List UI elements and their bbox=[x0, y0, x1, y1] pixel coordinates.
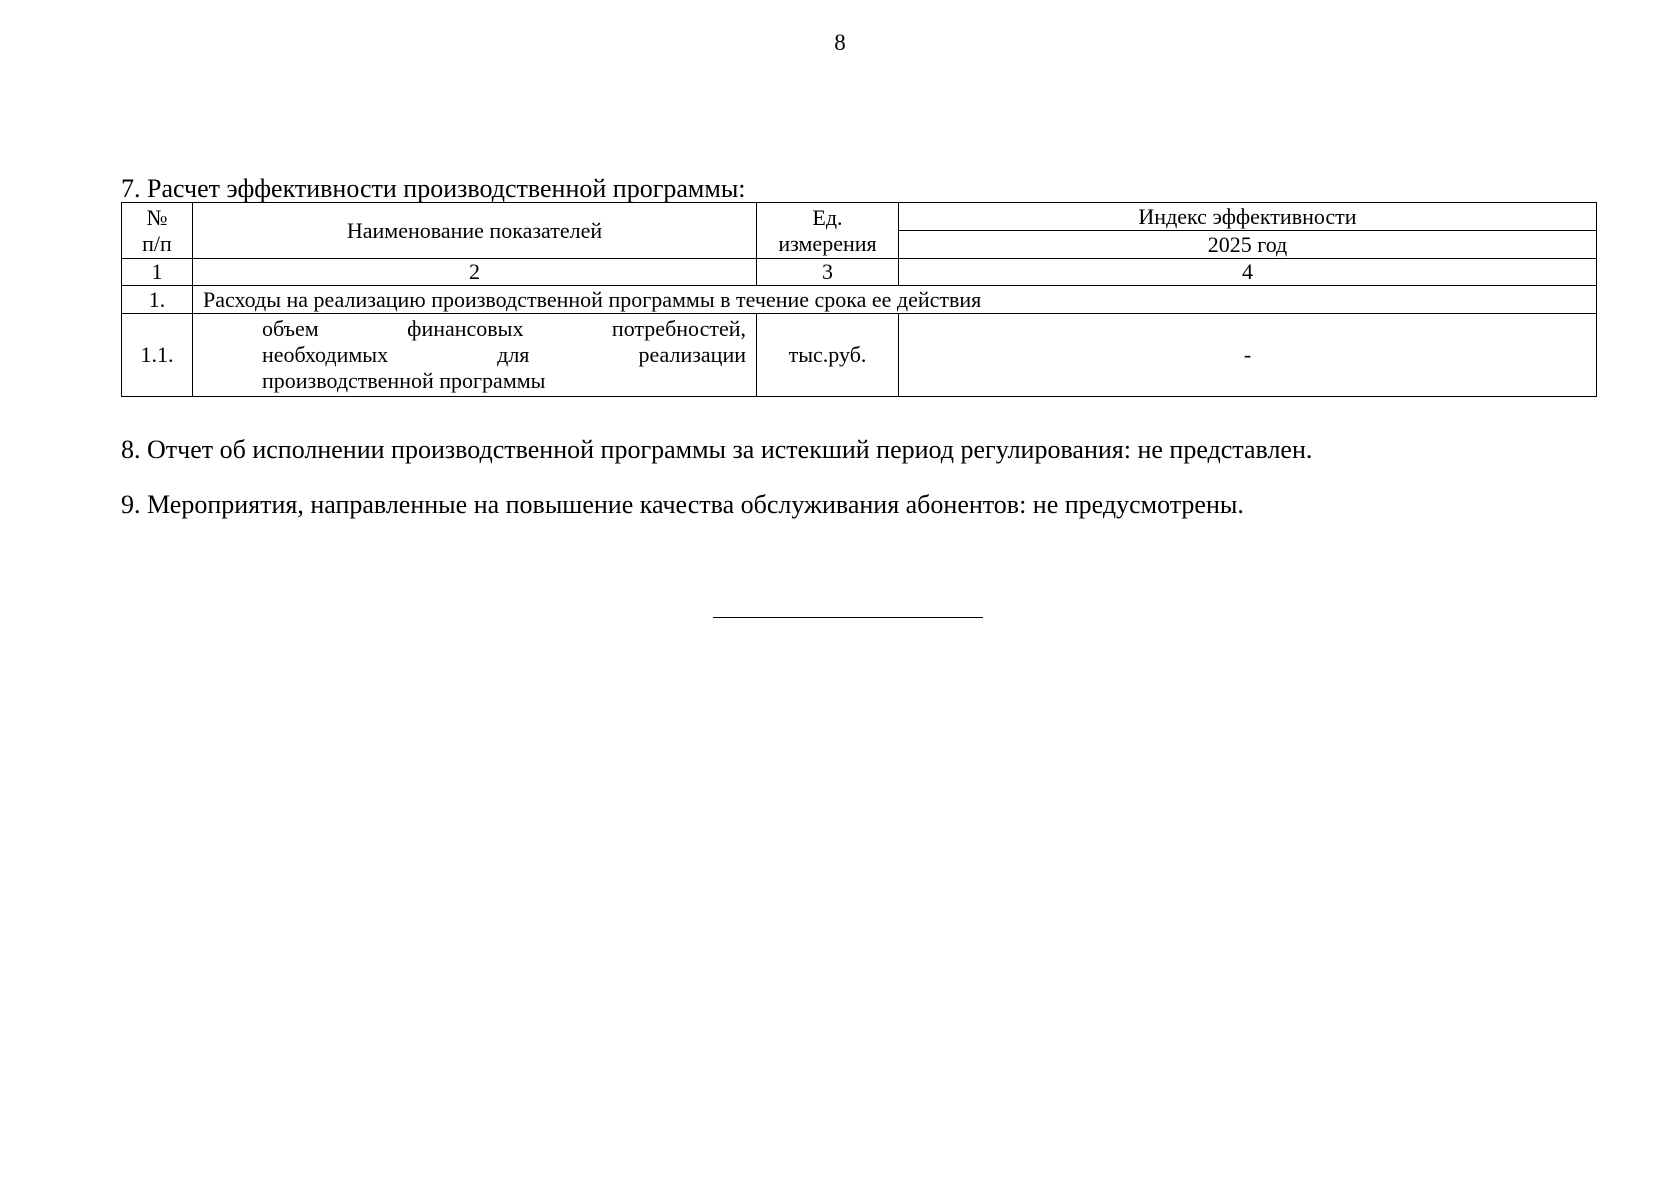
item-row-name-line: производственной программы bbox=[262, 368, 546, 393]
efficiency-table bbox=[121, 202, 1597, 397]
table-header-row bbox=[122, 203, 1597, 231]
header-unit-label: Ед. измерения bbox=[778, 204, 877, 256]
section-9-paragraph: 9. Мероприятия, направленные на повышение качества обслуживания абонентов: не предусмотрены. bbox=[121, 490, 1244, 519]
header-unit bbox=[757, 203, 899, 259]
column-number-2: 2 bbox=[193, 259, 757, 286]
item-row-num: 1.1. bbox=[122, 314, 193, 397]
item-row-unit: тыс.руб. bbox=[757, 314, 899, 397]
column-number-3: 3 bbox=[757, 259, 899, 286]
item-row-name-text bbox=[262, 316, 746, 394]
table-row bbox=[122, 314, 1597, 397]
end-of-document-rule bbox=[713, 617, 983, 618]
section-7-title: 7. Расчет эффективности производственной программы: bbox=[121, 174, 746, 203]
section-row-label: Расходы на реализацию производственной программы в течение срока ее действия bbox=[193, 286, 1597, 314]
header-num bbox=[122, 203, 193, 259]
header-name: Наименование показателей bbox=[193, 203, 757, 259]
section-row-num: 1. bbox=[122, 286, 193, 314]
item-row-name bbox=[193, 314, 757, 397]
header-num-label: № п/п bbox=[142, 204, 172, 256]
item-row-name-line: необходимых для реализации bbox=[262, 342, 746, 367]
item-row-value: - bbox=[899, 314, 1597, 397]
header-year: 2025 год bbox=[899, 231, 1597, 259]
table-row bbox=[122, 286, 1597, 314]
table-column-numbers-row bbox=[122, 259, 1597, 286]
page-number: 8 bbox=[834, 30, 846, 55]
column-number-1: 1 bbox=[122, 259, 193, 286]
header-index-group: Индекс эффективности bbox=[899, 203, 1597, 231]
item-row-name-line: объем финансовых потребностей, bbox=[262, 316, 746, 341]
column-number-4: 4 bbox=[899, 259, 1597, 286]
section-8-paragraph: 8. Отчет об исполнении производственной программы за истекший период регулирования: не представлен. bbox=[121, 435, 1313, 464]
